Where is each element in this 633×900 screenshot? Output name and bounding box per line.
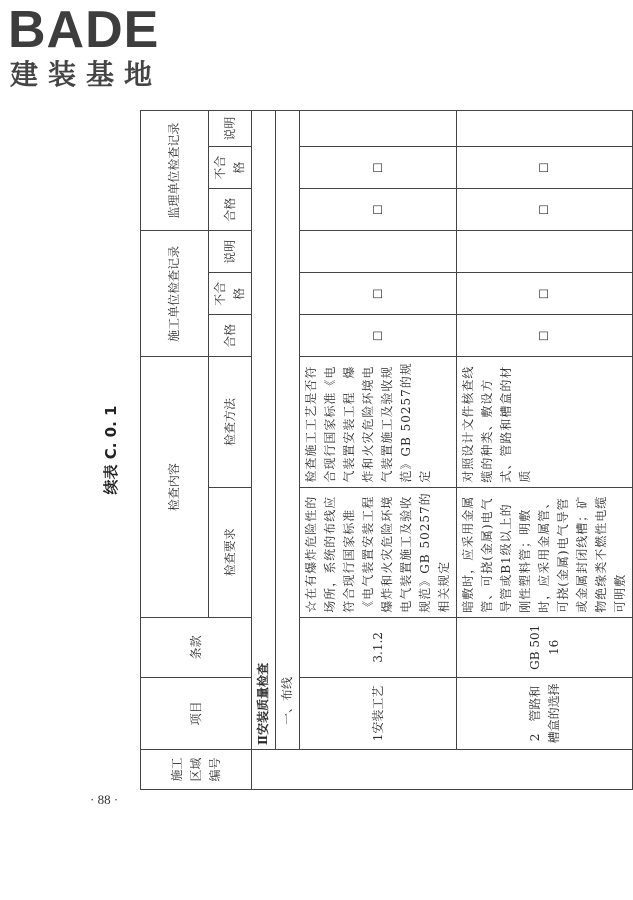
section-row [252, 111, 276, 790]
header-item: 项目 [141, 677, 252, 749]
row-clause: GB 50116 [457, 617, 633, 677]
header-supervisor: 监理单位检查记录 [141, 111, 209, 231]
rotated-page [100, 110, 627, 790]
row-method: 检查施工工艺是否符合现行国家标准《电气装置安装工程 爆炸和火灾危险环境电气装置施工及验收规范》GB 50257的规定 [300, 357, 457, 487]
supervisor-pass-checkbox[interactable]: ☐ [457, 189, 633, 231]
contractor-pass-checkbox[interactable]: ☐ [457, 315, 633, 357]
header-contractor-pass: 合格 [209, 315, 252, 357]
header-supervisor-note: 说明 [209, 111, 252, 147]
supervisor-note-cell[interactable] [457, 111, 633, 147]
brand-logo [8, 1, 178, 92]
contractor-note-cell[interactable] [300, 231, 457, 273]
header-supervisor-fail: 不合格 [209, 147, 252, 189]
inspection-table [140, 110, 633, 790]
row-method: 对照设计文件核查线缆的种类、敷设方式、管路和槽盒的材质 [457, 357, 633, 487]
row-requirement: 暗敷时，应采用金属管、可挠(金属)电气导管或B1级以上的刚性塑料管；明敷时，应采用金属管、可挠(金属)电气导管或金属封闭线槽；矿物绝缘类不燃性电缆可明敷 [457, 487, 633, 617]
header-supervisor-pass: 合格 [209, 189, 252, 231]
supervisor-pass-checkbox[interactable]: ☐ [300, 189, 457, 231]
table-caption: 续表 C. 0. 1 [102, 405, 120, 495]
header-contractor-fail: 不合格 [209, 273, 252, 315]
contractor-note-cell[interactable] [457, 231, 633, 273]
subsection-row [276, 111, 300, 790]
header-requirement: 检查要求 [209, 487, 252, 617]
page-number: · 88 · [90, 792, 119, 807]
header-row-1 [141, 111, 175, 790]
contractor-pass-checkbox[interactable]: ☐ [300, 315, 457, 357]
supervisor-note-cell[interactable] [300, 111, 457, 147]
header-contractor: 施工单位检查记录 [141, 231, 209, 357]
header-content: 检查内容 [141, 357, 209, 617]
row-requirement: ☆在有爆炸危险性的场所，系统的布线应符合现行国家标准《电气装置安装工程 爆炸和火灾危险环境电气装置施工及验收规范》GB 50257的相关规定 [300, 487, 457, 617]
supervisor-fail-checkbox[interactable]: ☐ [457, 147, 633, 189]
subsection-title: 一、布线 [276, 111, 300, 750]
header-zone: 施工区域编号 [141, 749, 252, 789]
header-contractor-note: 说明 [209, 231, 252, 273]
row-clause: 3.1.2 [300, 617, 457, 677]
logo-wordmark: BADE [8, 1, 160, 59]
table-row [300, 111, 457, 790]
contractor-fail-checkbox[interactable]: ☐ [300, 273, 457, 315]
section-title: Ⅱ安装质量检查 [252, 111, 276, 750]
row-item: 1安装工艺 [300, 677, 457, 749]
zone-cell [252, 749, 633, 789]
logo-subtitle: 建装基地 [10, 58, 163, 91]
header-method: 检查方法 [209, 357, 252, 487]
row-item: 2 管路和槽盒的选择 [457, 677, 633, 749]
table-row [457, 111, 633, 790]
contractor-fail-checkbox[interactable]: ☐ [457, 273, 633, 315]
header-clause: 条款 [141, 617, 252, 677]
supervisor-fail-checkbox[interactable]: ☐ [300, 147, 457, 189]
